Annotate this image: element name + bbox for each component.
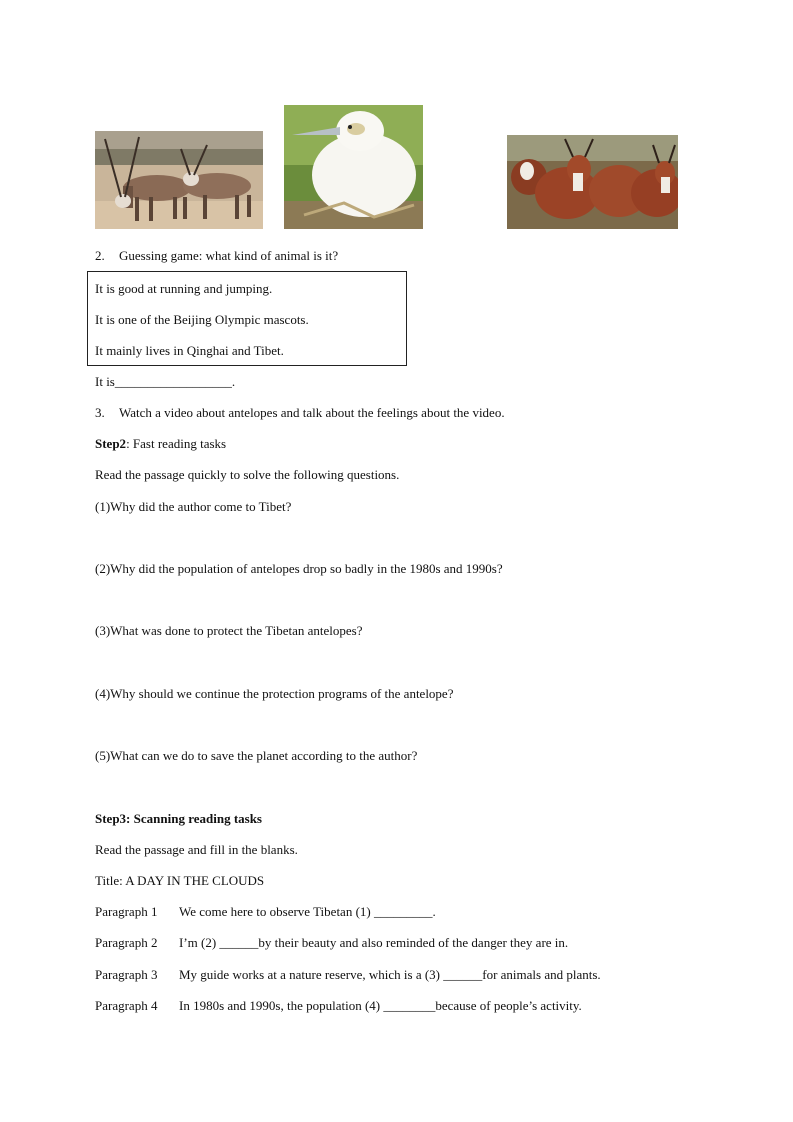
paragraph-label: Paragraph 4 bbox=[95, 998, 158, 1013]
paragraph-text: My guide works at a nature reserve, which is a (3) ______for animals and plants. bbox=[179, 967, 601, 982]
video-task-number: 3. bbox=[95, 405, 105, 420]
guessing-game-title: Guessing game: what kind of animal is it? bbox=[119, 248, 339, 263]
paragraph-1-task bbox=[95, 904, 436, 920]
white-bird-chick-photo bbox=[284, 105, 423, 229]
paragraph-label: Paragraph 2 bbox=[95, 935, 158, 950]
guessing-game-number: 2. bbox=[95, 248, 105, 263]
paragraph-3-task bbox=[95, 967, 601, 983]
question-2: (2)Why did the population of antelopes drop so badly in the 1980s and 1990s? bbox=[95, 561, 503, 576]
paragraph-2-task bbox=[95, 935, 568, 951]
paragraph-label: Paragraph 1 bbox=[95, 904, 158, 919]
tibetan-antelope-herd-photo bbox=[507, 135, 678, 229]
paragraph-text: I’m (2) ______by their beauty and also reminded of the danger they are in. bbox=[179, 935, 569, 950]
step2-title: : Fast reading tasks bbox=[126, 436, 227, 451]
clue-1: It is good at running and jumping. bbox=[95, 281, 273, 296]
question-1: (1)Why did the author come to Tibet? bbox=[95, 499, 292, 514]
question-3: (3)What was done to protect the Tibetan antelopes? bbox=[95, 623, 363, 638]
question-5: (5)What can we do to save the planet according to the author? bbox=[95, 748, 418, 763]
video-task-text: Watch a video about antelopes and talk about the feelings about the video. bbox=[119, 405, 505, 420]
paragraph-text: We come here to observe Tibetan (1) _________. bbox=[179, 904, 436, 919]
step2-instruction: Read the passage quickly to solve the following questions. bbox=[95, 467, 400, 482]
step2-heading bbox=[95, 436, 226, 452]
paragraph-label: Paragraph 3 bbox=[95, 967, 158, 982]
step3-heading: Step3: Scanning reading tasks bbox=[95, 811, 262, 826]
guessing-game-heading bbox=[95, 248, 338, 264]
oryx-antelopes-photo bbox=[95, 131, 263, 229]
clue-3: It mainly lives in Qinghai and Tibet. bbox=[95, 343, 284, 358]
clue-2: It is one of the Beijing Olympic mascots. bbox=[95, 312, 309, 327]
video-task bbox=[95, 405, 505, 421]
step3-instruction: Read the passage and fill in the blanks. bbox=[95, 842, 298, 857]
question-4: (4)Why should we continue the protection programs of the antelope? bbox=[95, 686, 454, 701]
answer-blank: It is__________________. bbox=[95, 374, 236, 389]
passage-title: Title: A DAY IN THE CLOUDS bbox=[95, 873, 265, 888]
clues-box bbox=[87, 271, 407, 366]
paragraph-text: In 1980s and 1990s, the population (4) ________because of people’s activity. bbox=[179, 998, 582, 1013]
paragraph-4-task bbox=[95, 998, 582, 1014]
step2-label: Step2 bbox=[95, 436, 127, 451]
